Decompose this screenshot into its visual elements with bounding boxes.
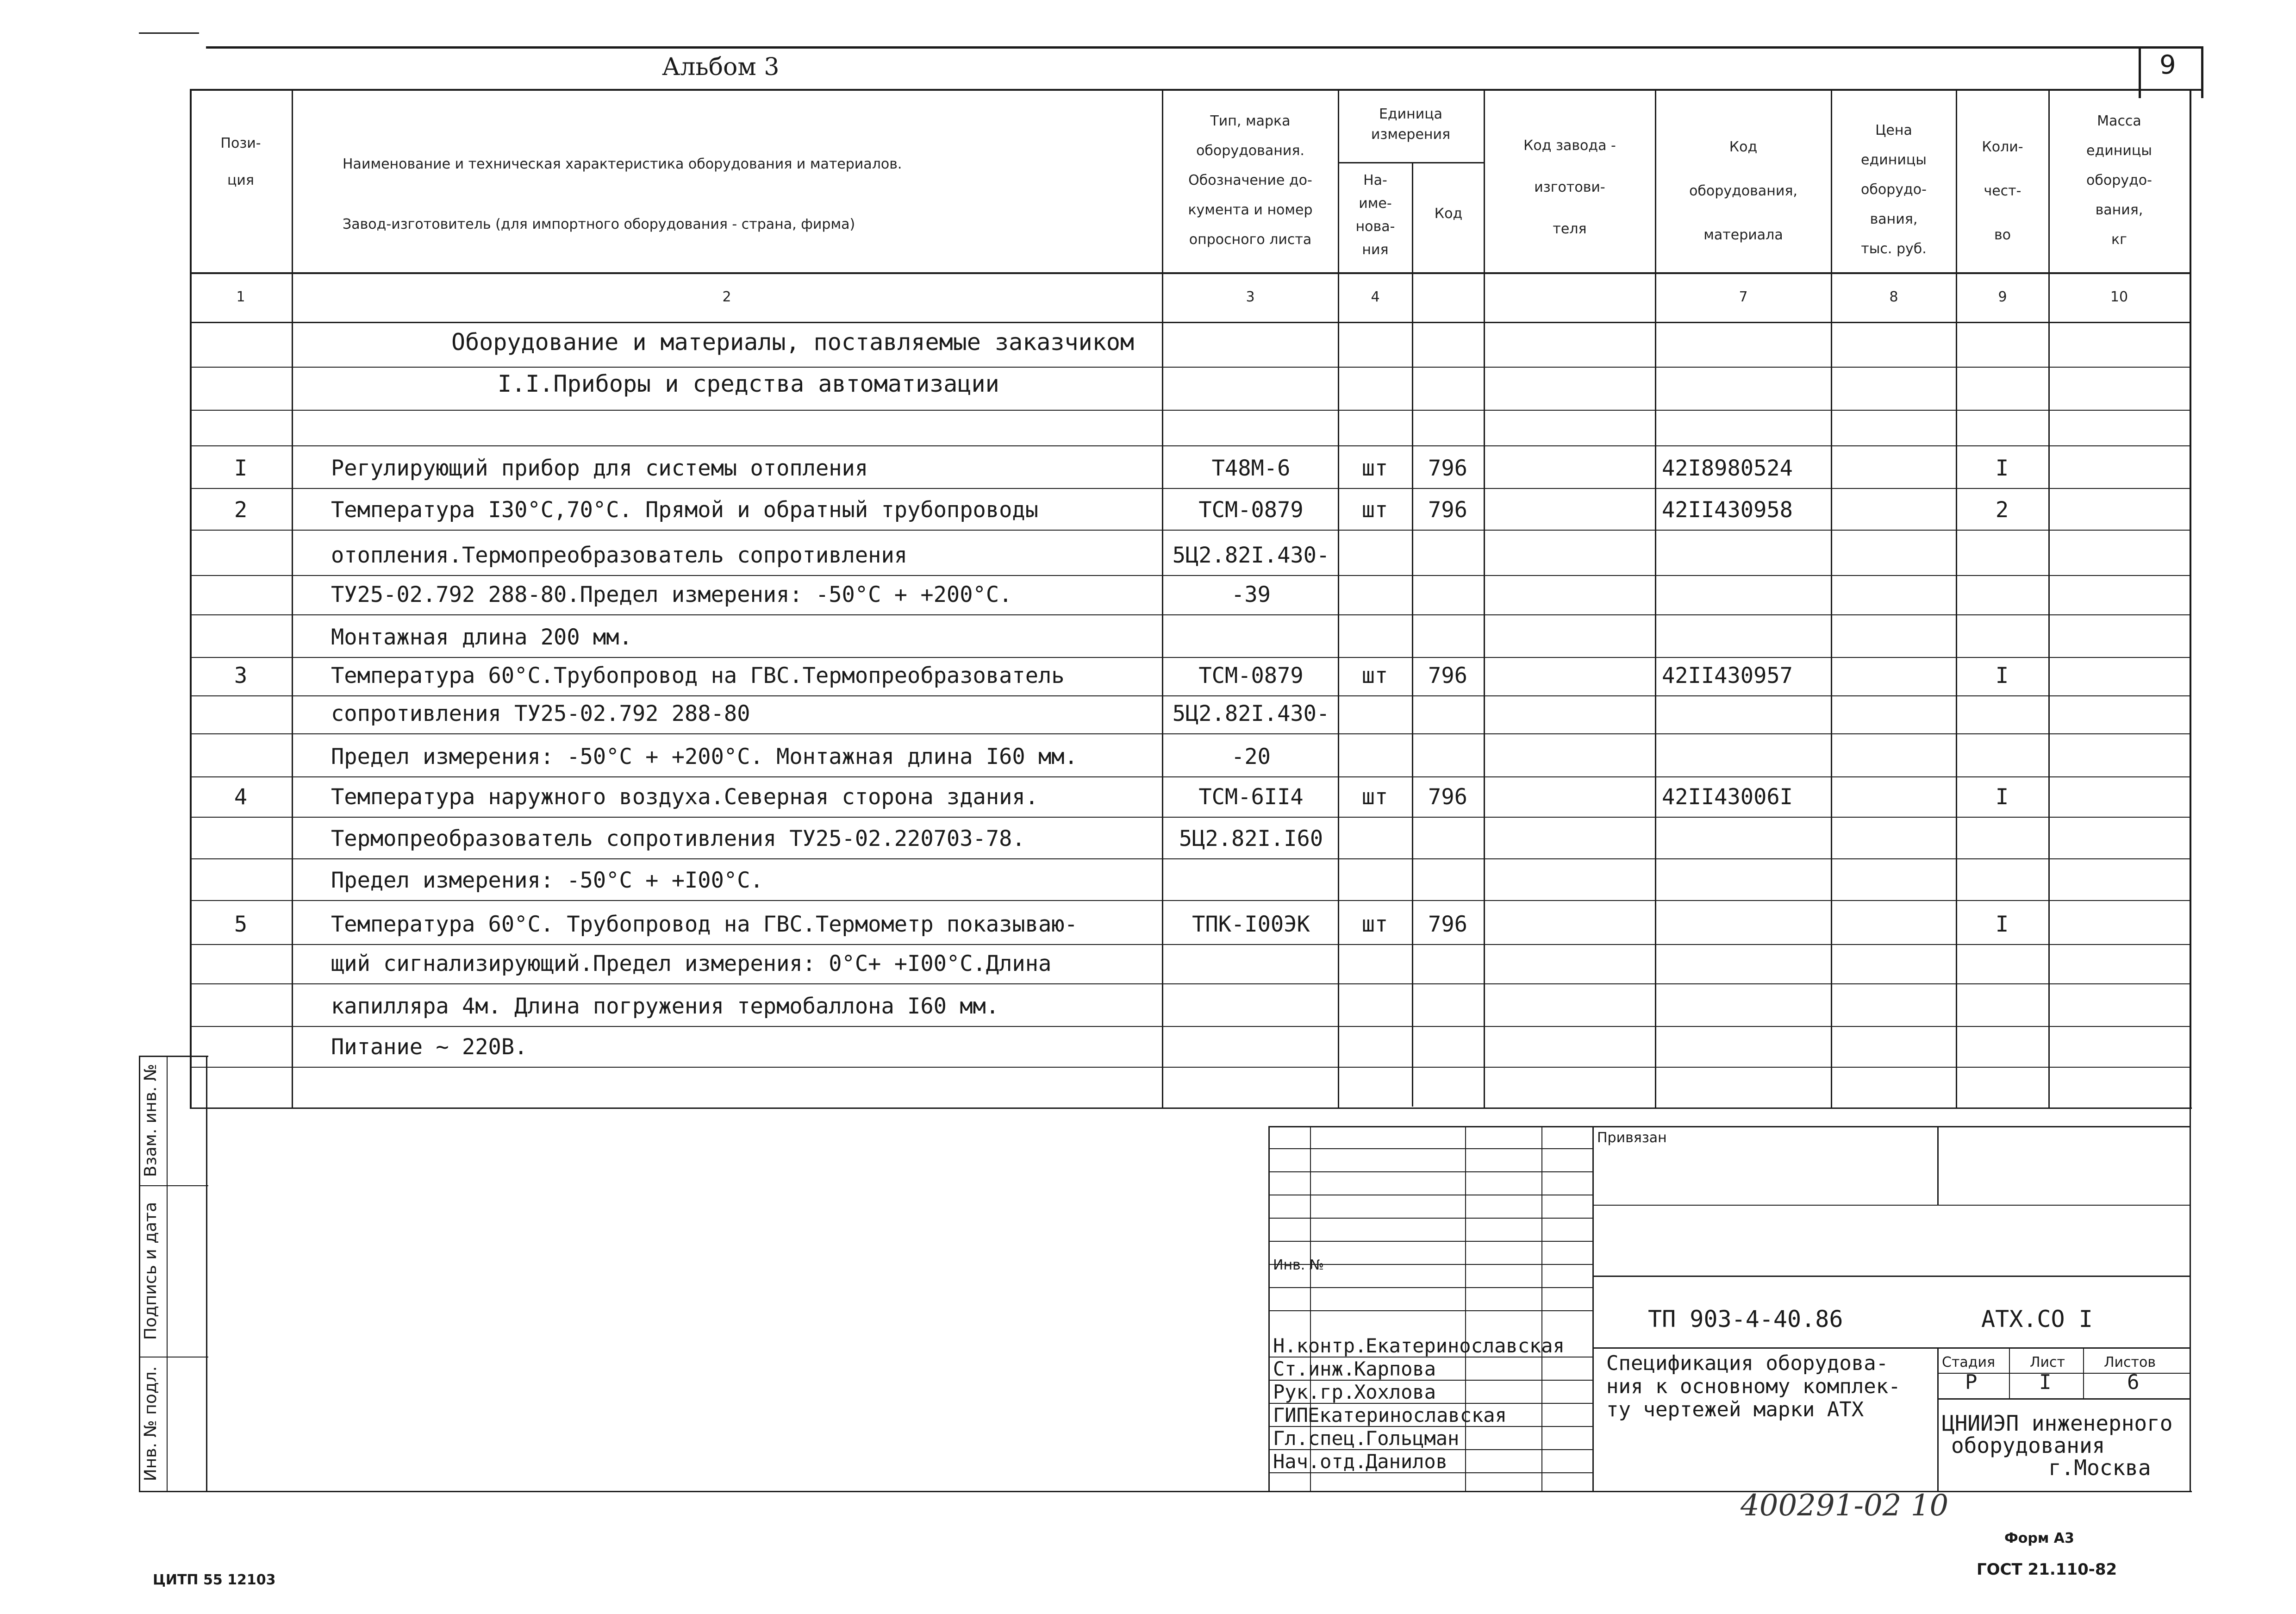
signer-role: Гл.спец. [1273, 1427, 1367, 1450]
album-title: Альбом 3 [662, 53, 780, 81]
row-pos-cell: 5 [234, 912, 248, 937]
sheet-label: Лист [2030, 1354, 2065, 1370]
row-name-cell: Температура I30°C,70°C. Прямой и обратный трубопроводы [331, 497, 1039, 523]
row-type-cell: Т48М-6 [1211, 456, 1291, 481]
sheets-value: 6 [2127, 1370, 2140, 1394]
col-num-7: 7 [1739, 289, 1748, 305]
signer-role: Ст.инж. [1273, 1358, 1355, 1380]
row-unit-cell: шт [1361, 784, 1388, 810]
row-name-cell: щий сигнализирующий.Предел измерения: 0°C+ +I00°C.Длина [331, 951, 1052, 976]
signer-name: Екатеринославская [1308, 1404, 1507, 1426]
row-unit-cell: шт [1361, 663, 1388, 688]
row-type-cell: 5Ц2.82I.I60 [1179, 826, 1323, 851]
row-code-cell: 42II430958 [1662, 497, 1793, 523]
col-unit-code-header: Код [1434, 206, 1463, 222]
col-type-header: Тип, марка оборудования. Обозначение до- кумента и номер опросного листа [1188, 113, 1313, 248]
row-code-cell: 42II430957 [1662, 663, 1793, 688]
col-num-10: 10 [2110, 289, 2128, 305]
doc-number: ТП 903-4-40.86 [1648, 1306, 1843, 1332]
col-unit-header: Единица измерения [1371, 106, 1451, 143]
row-type-cell: 5Ц2.82I.430- [1172, 701, 1330, 726]
row-unit-cell: шт [1361, 497, 1388, 523]
gost-label: ГОСТ 21.110-82 [1977, 1560, 2117, 1579]
row-name-cell: Температура наружного воздуха.Северная сторона здания. [331, 784, 1039, 810]
row-name-cell: Термопреобразователь сопротивления ТУ25-02.220703-78. [331, 826, 1025, 851]
bound-label: Привязан [1597, 1130, 1667, 1146]
row-name-cell: Предел измерения: -50°C + +200°C. Монтажная длина I60 мм. [331, 744, 1078, 769]
inv-label: Инв. № [1273, 1257, 1324, 1273]
row-pos-cell: 4 [234, 784, 248, 810]
row-name-cell: Температура 60°C. Трубопровод на ГВС.Термометр показываю- [331, 912, 1078, 937]
sheets-label: Листов [2104, 1354, 2156, 1370]
row-pos-cell: I [234, 456, 248, 481]
row-type-cell: ТСМ-6II4 [1198, 784, 1304, 810]
row-pos-cell: 2 [234, 497, 248, 523]
row-type-cell: -20 [1231, 744, 1271, 769]
col-num-9: 9 [1998, 289, 2007, 305]
row-qty-cell: 2 [1995, 497, 2009, 523]
row-qty-cell: I [1995, 912, 2009, 937]
row-type-cell: ТПК-I00ЭК [1192, 912, 1310, 937]
row-type-cell: -39 [1231, 582, 1271, 607]
col-num-8: 8 [1889, 289, 1898, 305]
subsection-title: I.I.Приборы и средства автоматизации [498, 370, 999, 397]
row-ucode-cell: 796 [1428, 663, 1467, 688]
row-unit-cell: шт [1361, 912, 1388, 937]
doc-description: Спецификация оборудова- ния к основному комплек- ту чертежей марки АТХ [1606, 1351, 1901, 1421]
row-name-cell: сопротивления ТУ25-02.792 288-80 [331, 701, 750, 726]
stage-value: Р [1965, 1370, 1978, 1394]
form-label: Форм А3 [2004, 1530, 2074, 1546]
row-name-cell: капилляра 4м. Длина погружения термобаллона I60 мм. [331, 994, 999, 1019]
col-price-header: Цена единицы оборудо- вания, тыс. руб. [1861, 122, 1927, 257]
row-qty-cell: I [1995, 663, 2009, 688]
side-label-original-inv: Инв. № подл. [141, 1366, 160, 1482]
row-name-cell: Регулирующий прибор для системы отопления [331, 456, 868, 481]
org-name: ЦНИИЭП инженерного оборудования г.Москва [1942, 1411, 2173, 1480]
row-name-cell: отопления.Термопреобразователь сопротивления [331, 543, 908, 568]
signer-name: Карпова [1354, 1358, 1436, 1380]
row-pos-cell: 3 [234, 663, 248, 688]
row-name-cell: Монтажная длина 200 мм. [331, 625, 632, 650]
col-num-2: 2 [722, 289, 731, 305]
drawing-mark: АТХ.СО I [1981, 1306, 2093, 1332]
col-num-4: 4 [1371, 289, 1380, 305]
row-name-cell: Питание ~ 220В. [331, 1034, 528, 1060]
signer-name: Данилов [1366, 1450, 1448, 1473]
citp-label: ЦИТП 55 12103 [153, 1572, 276, 1588]
col-qty-header: Коли- чест- во [1982, 139, 2023, 243]
sheet-number: 9 [2159, 50, 2176, 80]
signer-role: ГИП [1273, 1404, 1308, 1426]
signer-name: Екатеринославская [1366, 1334, 1565, 1357]
row-unit-cell: шт [1361, 456, 1388, 481]
row-type-cell: 5Ц2.82I.430- [1172, 543, 1330, 568]
section-title: Оборудование и материалы, поставляемые заказчиком [451, 329, 1135, 356]
col-num-3: 3 [1246, 289, 1255, 305]
stage-label: Стадия [1942, 1354, 1996, 1370]
col-mass-header: Масса единицы оборудо- вания, кг [2086, 113, 2152, 248]
col-pos-header: Пози- ция [220, 135, 261, 188]
row-ucode-cell: 796 [1428, 912, 1467, 937]
sheet-value: I [2039, 1370, 2052, 1394]
col-name-header: Наименование и техническая характеристика оборудования и материалов. Завод-изготовитель (для импортного оборудования - страна, фирма) [343, 156, 902, 232]
col-unit-name-header: На- име- нова- ния [1355, 172, 1395, 258]
row-code-cell: 42II43006I [1662, 784, 1793, 810]
row-qty-cell: I [1995, 456, 2009, 481]
signer-role: Рук.гр. [1273, 1381, 1355, 1403]
col-code-header: Код оборудования, материала [1689, 139, 1797, 243]
handwritten-number: 400291-02 10 [1741, 1489, 1949, 1523]
row-qty-cell: I [1995, 784, 2009, 810]
row-name-cell: Температура 60°C.Трубопровод на ГВС.Термопреобразователь [331, 663, 1065, 688]
row-name-cell: ТУ25-02.792 288-80.Предел измерения: -50°C + +200°C. [331, 582, 1012, 607]
row-code-cell: 42I8980524 [1662, 456, 1793, 481]
signer-role: Н.контр. [1273, 1334, 1367, 1357]
signer-name: Хохлова [1354, 1381, 1436, 1403]
row-ucode-cell: 796 [1428, 456, 1467, 481]
side-label-signature-date: Подпись и дата [141, 1201, 160, 1340]
row-ucode-cell: 796 [1428, 497, 1467, 523]
row-ucode-cell: 796 [1428, 784, 1467, 810]
signer-name: Гольцман [1366, 1427, 1460, 1450]
row-type-cell: ТСМ-0879 [1198, 663, 1304, 688]
col-factory-header: Код завода - изготови- теля [1523, 138, 1616, 237]
signer-role: Нач.отд. [1273, 1450, 1367, 1473]
side-label-replace-inv: Взам. инв. № [141, 1063, 160, 1177]
col-num-1: 1 [236, 289, 245, 305]
row-name-cell: Предел измерения: -50°C + +I00°C. [331, 868, 763, 893]
row-type-cell: ТСМ-0879 [1198, 497, 1304, 523]
